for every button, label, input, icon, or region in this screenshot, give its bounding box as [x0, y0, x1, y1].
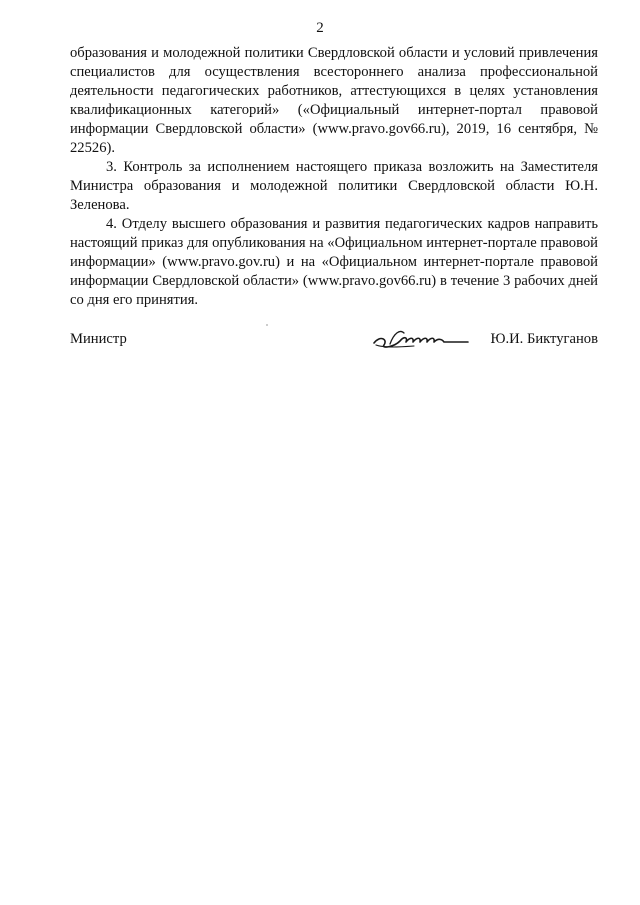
handwritten-signature	[370, 325, 474, 353]
signature-block	[70, 331, 598, 361]
scan-speck	[266, 324, 268, 326]
position-title: Министр	[70, 331, 127, 347]
paragraph-continuation: образования и молодежной политики Свердловской области и условий привлечения специалистов для осуществления всестороннего анализа профессиональной деятельности педагогических работников, аттестующихся в целях установления квалификационных категорий» («Официальный интернет-портал правовой информации Свердловской области» (www.pravo.gov66.ru), 2019, 16 сентября, № 22526).	[70, 45, 598, 156]
page-number: 2	[316, 20, 324, 36]
paragraph-item-4: 4. Отделу высшего образования и развития педагогических кадров направить настоящий приказ для опубликования на «Официальном интернет-портале правовой информации» (www.pravo.gov.ru) и на «Официальном интернет-портале правовой информации Свердловской области» (www.pravo.gov66.ru) в течение 3 рабочих дней со дня его принятия.	[70, 216, 598, 308]
document-body	[70, 44, 598, 310]
paragraph-item-3: 3. Контроль за исполнением настоящего приказа возложить на Заместителя Министра образования и молодежной политики Свердловской области Ю.Н. Зеленова.	[70, 159, 598, 213]
signer-name: Ю.И. Биктуганов	[490, 331, 598, 347]
